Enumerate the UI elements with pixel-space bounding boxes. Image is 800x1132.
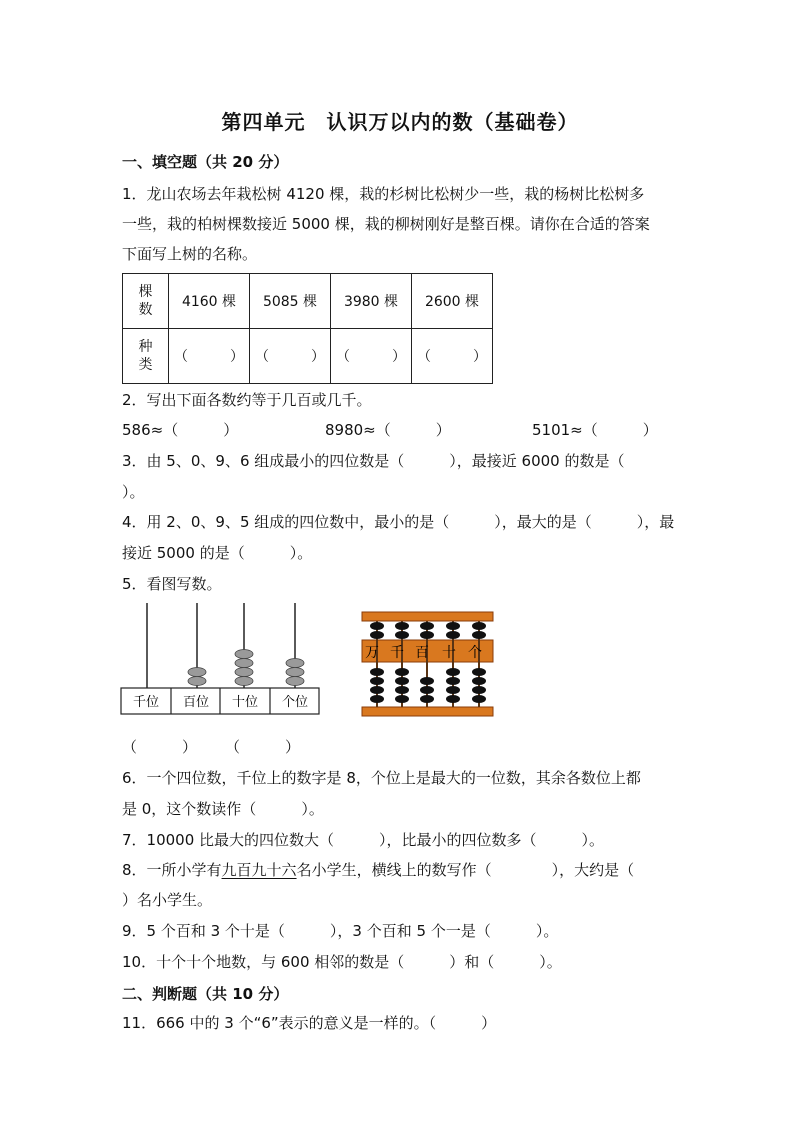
q1-line2: 一些，栽的柏树棵数接近 5000 棵，栽的柳树刚好是整百棵。请你在合适的答案 [122, 215, 650, 233]
table-row [123, 329, 493, 384]
bead [286, 659, 304, 668]
q7-line: 7．10000 比最大的四位数大（ ），比最小的四位数多（ ）。 [122, 831, 605, 849]
bead [188, 668, 206, 677]
answer-blank[interactable]: （ ） [169, 329, 250, 384]
bead [188, 677, 206, 686]
answer-blank[interactable]: （ ） [331, 329, 412, 384]
abacus2-label-ge: 个 [468, 645, 482, 661]
table-row [123, 274, 493, 329]
q6-line2: 是 0，这个数读作（ ）。 [122, 800, 324, 818]
q5-answer-1: （ ） [122, 738, 198, 756]
label-tens: 十位 [231, 695, 259, 710]
abacus2-label-qian: 千 [390, 645, 404, 661]
q5-stem: 5．看图写数。 [122, 575, 222, 593]
abacus2-label-bai: 百 [415, 645, 429, 661]
label-thousands: 千位 [132, 695, 160, 710]
abacus2-label-wan: 万 [365, 645, 379, 661]
q4-line2: 接近 5000 的是（ ）。 [122, 544, 313, 562]
answer-blank[interactable]: （ ） [412, 329, 493, 384]
q6-line1: 6．一个四位数，千位上的数字是 8，个位上是最大的一位数，其余各数位上都 [122, 769, 641, 787]
section-heading-true-false: 二、判断题（共 10 分） [122, 985, 289, 1003]
table-header-type: 种 类 [123, 329, 169, 384]
q8-line2: ）名小学生。 [122, 891, 213, 909]
tree-count-table [122, 273, 493, 384]
q8-pre: 8．一所小学有 [122, 861, 222, 879]
q3-line1: 3．由 5、0、9、6 组成最小的四位数是（ ），最接近 6000 的数是（ [122, 452, 625, 470]
bead [286, 677, 304, 686]
counting-frame-figure [120, 598, 320, 716]
page-title: 第四单元 认识万以内的数（基础卷） [221, 110, 579, 134]
q8-line1 [122, 860, 634, 880]
table-header-count: 棵 数 [123, 274, 169, 329]
bead-group [188, 650, 304, 686]
q1-line3: 下面写上树的名称。 [122, 245, 258, 263]
bead [235, 668, 253, 677]
q11-line: 11．666 中的 3 个“6”表示的意义是一样的。（ ） [122, 1014, 497, 1032]
answer-blank[interactable]: （ ） [250, 329, 331, 384]
table-cell: 5085 棵 [250, 274, 331, 329]
q3-line2: ）。 [122, 483, 145, 501]
q5-answer-2: （ ） [225, 738, 301, 756]
bead [235, 659, 253, 668]
q10-line: 10．十个十个地数，与 600 相邻的数是（ ）和（ ）。 [122, 953, 562, 971]
q9-line: 9．5 个百和 3 个十是（ ），3 个百和 5 个一是（ ）。 [122, 922, 559, 940]
q2-item-2: 8980≈（ ） [325, 421, 451, 439]
q2-item-3: 5101≈（ ） [532, 421, 658, 439]
label-ones: 个位 [281, 695, 309, 710]
label-hundreds: 百位 [182, 695, 210, 710]
q4-line1: 4．用 2、0、9、5 组成的四位数中，最小的是（ ），最大的是（ ），最 [122, 513, 675, 531]
q8-post: 名小学生，横线上的数写作（ ），大约是（ [296, 861, 635, 879]
q8-underlined-number: 九百九十六 [221, 861, 297, 879]
table-cell: 3980 棵 [331, 274, 412, 329]
chinese-abacus-figure [360, 610, 495, 718]
table-cell: 4160 棵 [169, 274, 250, 329]
bead [235, 677, 253, 686]
table-cell: 2600 棵 [412, 274, 493, 329]
q2-item-1: 586≈（ ） [122, 421, 239, 439]
bead [286, 668, 304, 677]
abacus2-label-shi: 十 [442, 645, 456, 661]
q2-stem: 2．写出下面各数约等于几百或几千。 [122, 391, 372, 409]
section-heading-fill-in: 一、填空题（共 20 分） [122, 153, 289, 171]
q1-line1: 1．龙山农场去年栽松树 4120 棵，栽的杉树比松树少一些，栽的杨树比松树多 [122, 185, 645, 203]
bead [235, 650, 253, 659]
